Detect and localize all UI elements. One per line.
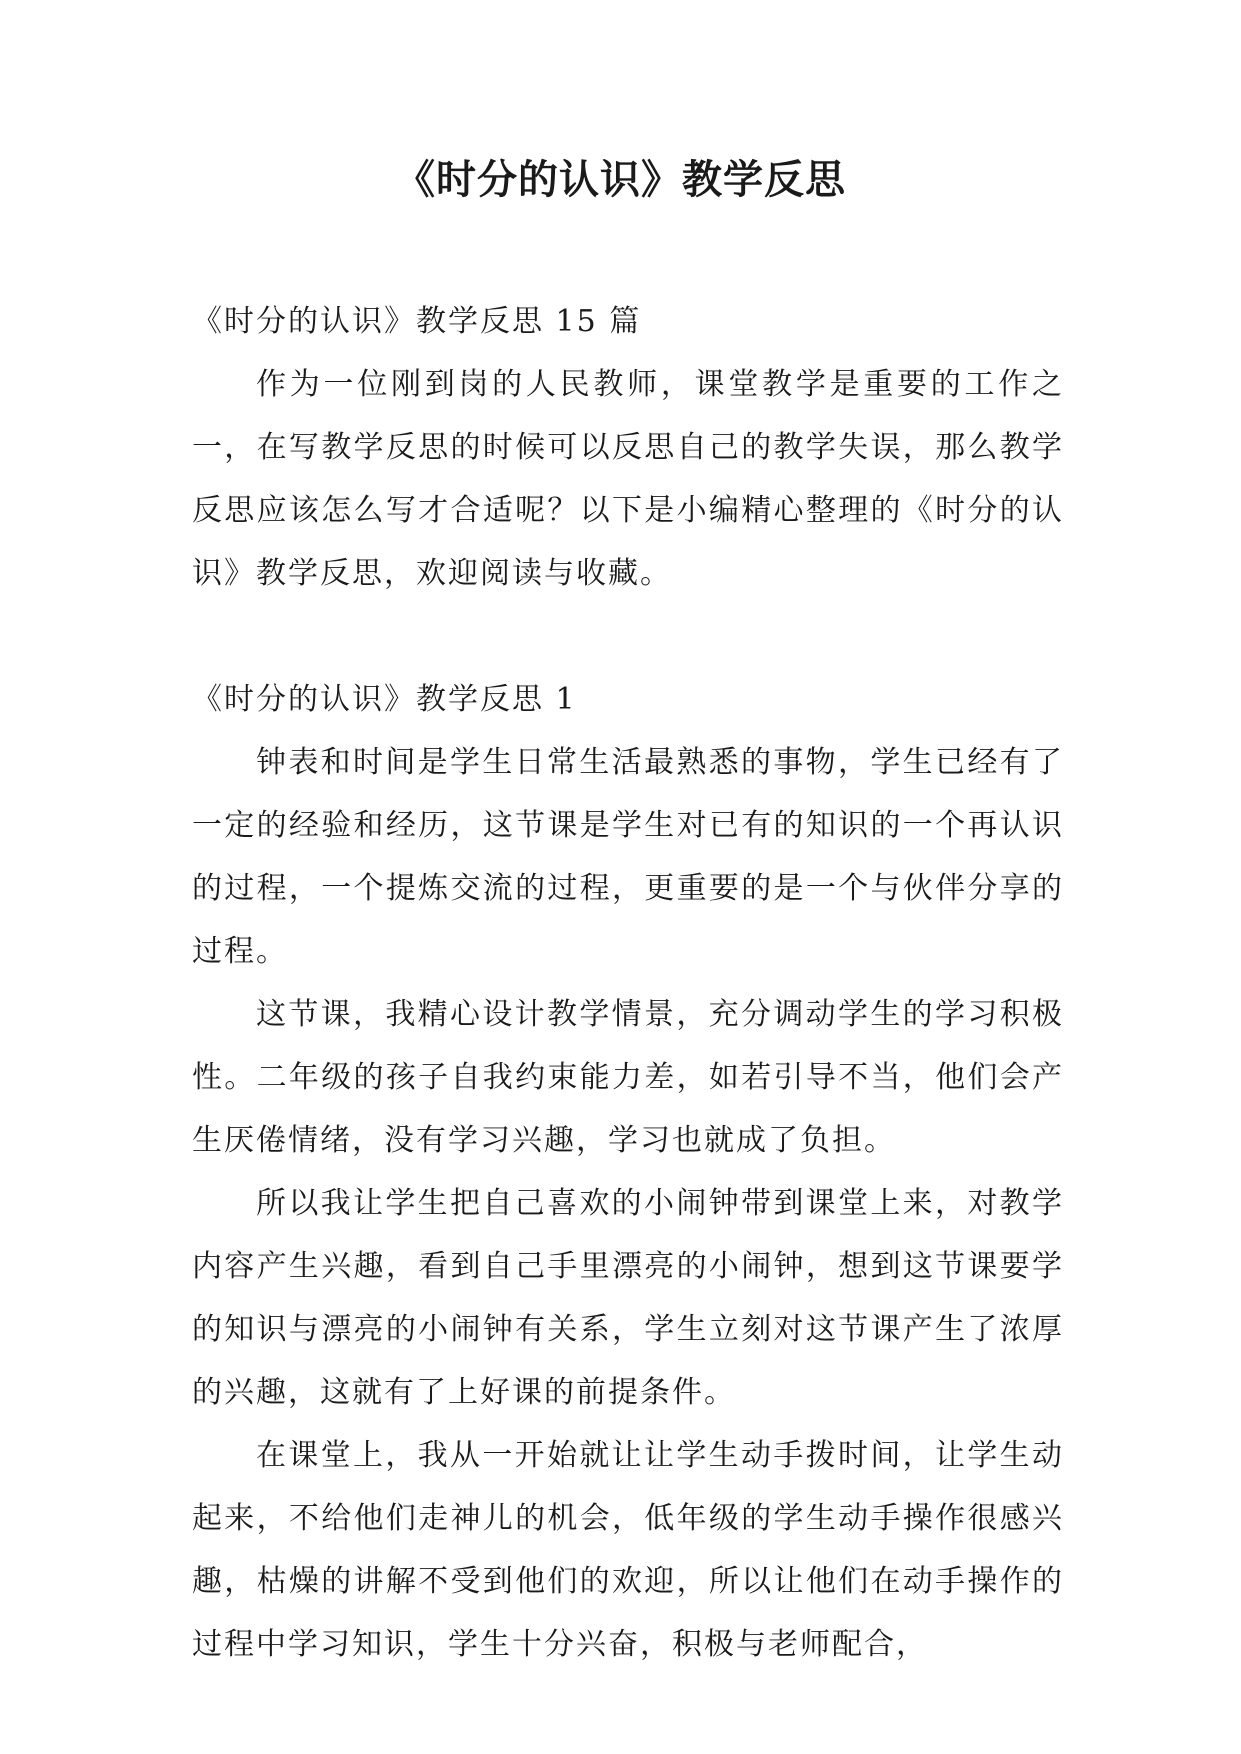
intro-paragraph: 作为一位刚到岗的人民教师，课堂教学是重要的工作之一，在写教学反思的时候可以反思自己的教学失误，那么教学反思应该怎么写才合适呢？以下是小编精心整理的《时分的认识》教学反思，欢迎阅读与收藏。 [192,367,1064,591]
body-paragraph: 所以我让学生把自己喜欢的小闹钟带到课堂上来，对教学内容产生兴趣，看到自己手里漂亮的小闹钟，想到这节课要学的知识与漂亮的小闹钟有关系，学生立刻对这节课产生了浓厚的兴趣，这就有了上好课的前提条件。 [192,1186,1064,1410]
intro-heading: 《时分的认识》教学反思 15 篇 [192,304,642,339]
body-paragraph: 钟表和时间是学生日常生活最熟悉的事物，学生已经有了一定的经验和经历，这节课是学生对已有的知识的一个再认识的过程，一个提炼交流的过程，更重要的是一个与伙伴分享的过程。 [192,745,1064,969]
document-title: 《时分的认识》教学反思 [395,156,846,203]
body-paragraph: 在课堂上，我从一开始就让让学生动手拨时间，让学生动起来，不给他们走神儿的机会，低年级的学生动手操作很感兴趣，枯燥的讲解不受到他们的欢迎，所以让他们在动手操作的过程中学习知识，学生十分兴奋，积极与老师配合， [192,1438,1064,1662]
section-spacer [192,605,1064,668]
section-heading: 《时分的认识》教学反思 1 [192,682,577,717]
document-body [192,290,1064,1676]
body-paragraph: 这节课，我精心设计教学情景，充分调动学生的学习积极性。二年级的孩子自我约束能力差，如若引导不当，他们会产生厌倦情绪，没有学习兴趣，学习也就成了负担。 [192,997,1064,1158]
